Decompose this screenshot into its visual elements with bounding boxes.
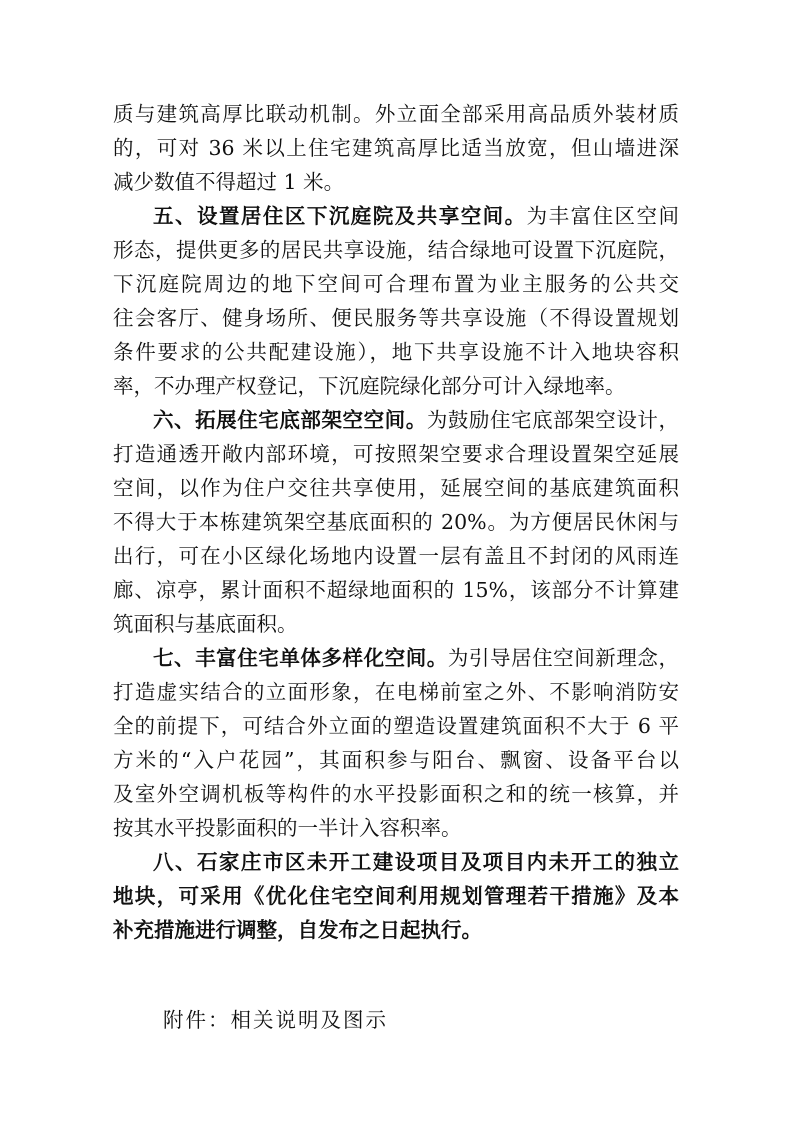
section-six-title: 六、拓展住宅底部架空空间。 — [153, 408, 427, 432]
paragraph-line: 按其水平投影面积的一半计入容积率。 — [113, 816, 462, 840]
paragraph-line: 率，不办理产权登记，下沉庭院绿化部分可计入绿地率。 — [113, 374, 626, 398]
paragraph-line: 减少数值不得超过 1 米。 — [113, 170, 345, 194]
section-seven-title: 七、丰富住宅单体多样化空间。 — [153, 646, 448, 670]
paragraph-line: 方米的“入户花园”，其面积参与阳台、飘窗、设备平台以 — [113, 748, 679, 772]
paragraph-line: 出行，可在小区绿化场地内设置一层有盖且不封闭的风雨连 — [113, 544, 679, 568]
section-six-heading-line: 六、拓展住宅底部架空空间。为鼓励住宅底部架空设计， — [153, 408, 679, 432]
section-five-title: 五、设置居住区下沉庭院及共享空间。 — [153, 204, 527, 228]
paragraph-line: 筑面积与基底面积。 — [113, 612, 298, 636]
paragraph-line: 空间，以作为住户交往共享使用，延展空间的基底建筑面积 — [113, 476, 679, 500]
paragraph-line: 全的前提下，可结合外立面的塑造设置建筑面积不大于 6 平 — [113, 714, 679, 738]
section-eight-title: 八、石家庄市区未开工建设项目及项目内未开工的独立 — [153, 850, 679, 874]
section-eight-heading-line — [153, 847, 679, 877]
paragraph-line: 形态，提供更多的居民共享设施，结合绿地可设置下沉庭院， — [113, 238, 679, 262]
paragraph-line: 不得大于本栋建筑架空基底面积的 20%。为方便居民休闲与 — [113, 510, 679, 534]
paragraph-line: 的，可对 36 米以上住宅建筑高厚比适当放宽，但山墙进深 — [113, 136, 679, 160]
section-five-heading-line: 五、设置居住区下沉庭院及共享空间。为丰富住区空间 — [153, 204, 679, 228]
attachment-note: 附件：相关说明及图示 — [163, 1008, 388, 1032]
section-seven-heading-line: 七、丰富住宅单体多样化空间。为引导居住空间新理念， — [153, 646, 679, 670]
paragraph-line: 质与建筑高厚比联动机制。外立面全部采用高品质外装材质 — [113, 102, 679, 126]
paragraph-line: 地块，可采用《优化住宅空间利用规划管理若干措施》及本 — [113, 884, 679, 908]
paragraph-line: 及室外空调机板等构件的水平投影面积之和的统一核算，并 — [113, 782, 679, 806]
paragraph-line: 廊、凉亭，累计面积不超绿地面积的 15%，该部分不计算建 — [113, 578, 679, 602]
paragraph-line: 补充措施进行调整，自发布之日起执行。 — [113, 918, 482, 942]
paragraph-line: 打造通透开敞内部环境，可按照架空要求合理设置架空延展 — [113, 442, 679, 466]
paragraph-line: 打造虚实结合的立面形象，在电梯前室之外、不影响消防安 — [113, 680, 679, 704]
paragraph-line: 下沉庭院周边的地下空间可合理布置为业主服务的公共交 — [113, 272, 679, 296]
paragraph-line: 条件要求的公共配建设施），地下共享设施不计入地块容积 — [113, 340, 679, 364]
paragraph-line: 往会客厅、健身场所、便民服务等共享设施（不得设置规划 — [113, 306, 679, 330]
